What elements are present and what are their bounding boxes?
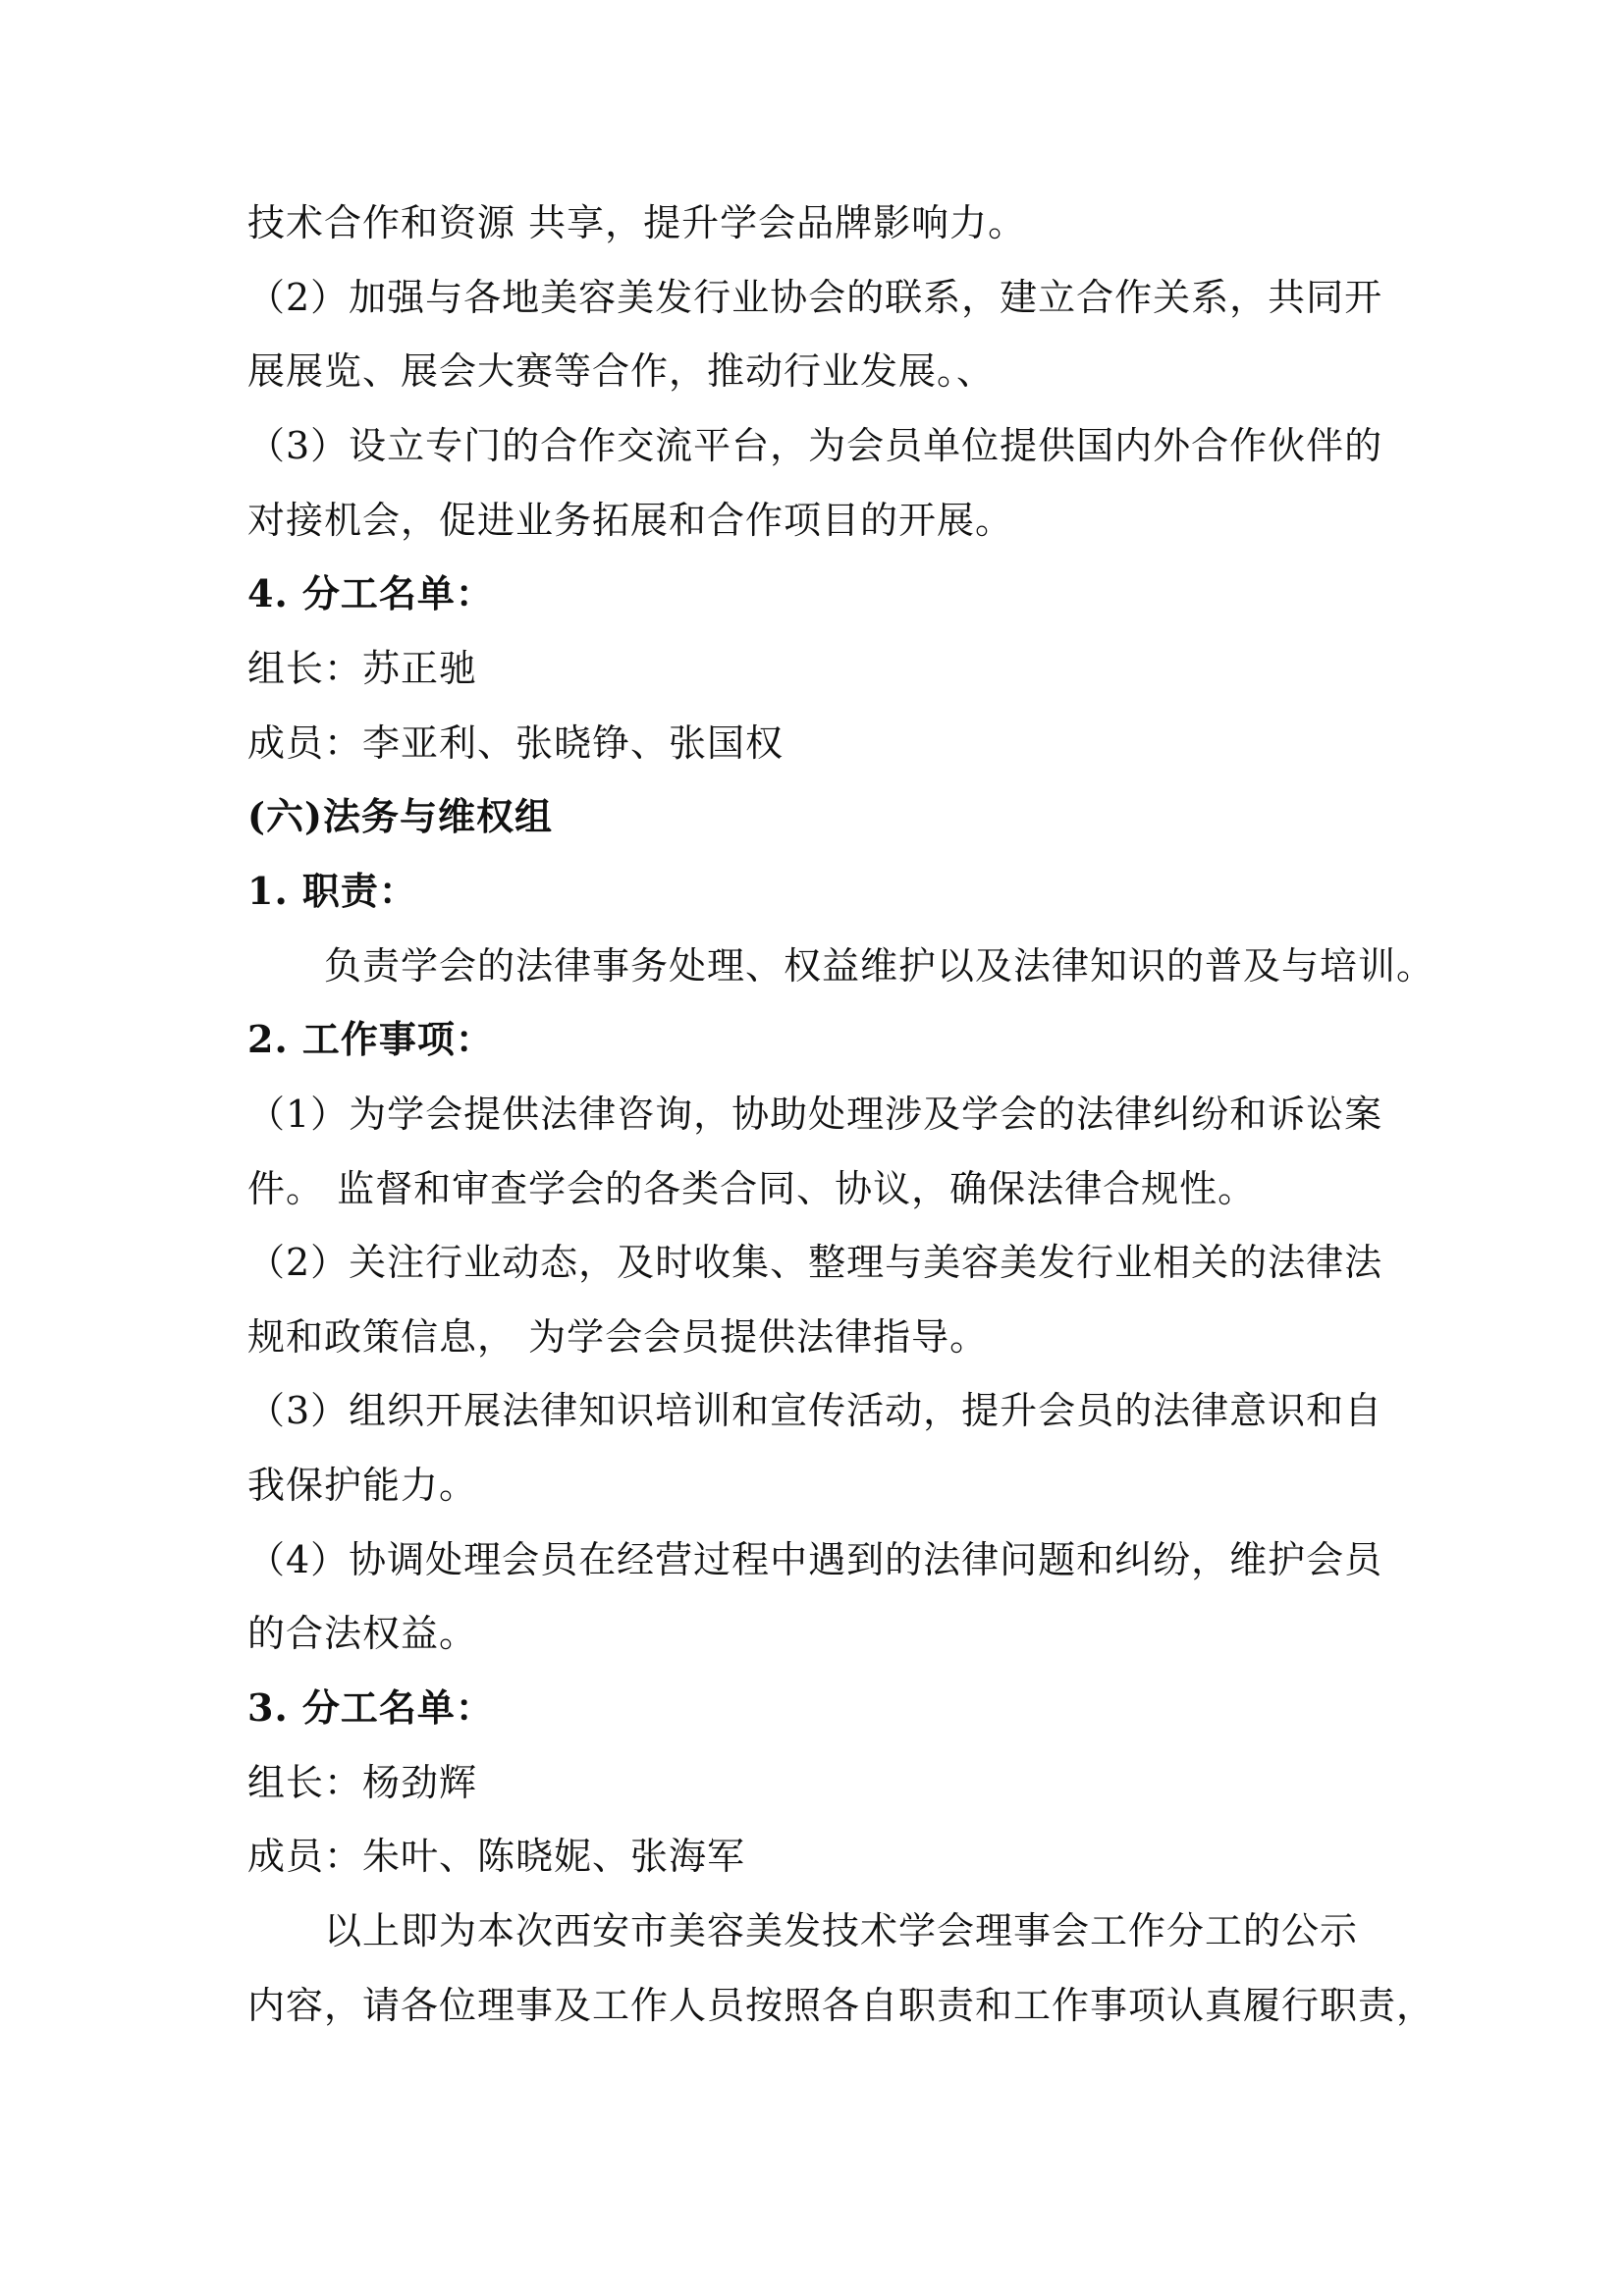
text-line: 以上即为本次西安市美容美发技术学会理事会工作分工的公示 xyxy=(324,1909,1359,1952)
text-line: （1）为学会提供法律咨询，协助处理涉及学会的法律纠纷和诉讼案 xyxy=(247,1093,1383,1136)
text-line: 对接机会，促进业务拓展和合作项目的开展。 xyxy=(247,499,1014,542)
section-heading: 2. 工作事项： xyxy=(247,1017,494,1061)
text-line: （4）协调处理会员在经营过程中遇到的法律问题和纠纷，维护会员 xyxy=(247,1538,1383,1581)
text-line: 规和政策信息， 为学会会员提供法律指导。 xyxy=(247,1315,989,1359)
section-heading: 3. 分工名单： xyxy=(247,1685,494,1730)
text-line: 内容，请各位理事及工作人员按照各自职责和工作事项认真履行职责， xyxy=(247,1984,1435,2027)
text-line: 的合法权益。 xyxy=(247,1612,478,1655)
text-line: 展展览、展会大赛等合作，推动行业发展。、 xyxy=(247,349,996,393)
section-heading: 1. 职责： xyxy=(247,869,417,913)
text-line: （3）设立专门的合作交流平台，为会员单位提供国内外合作伙伴的 xyxy=(247,424,1383,467)
text-line: 负责学会的法律事务处理、权益维护以及法律知识的普及与培训。 xyxy=(324,944,1435,988)
text-line: （2）加强与各地美容美发行业协会的联系，建立合作关系，共同开 xyxy=(247,276,1383,319)
team-members: 成员：李亚利、张晓铮、张国权 xyxy=(247,721,785,765)
group-heading: (六)法务与维权组 xyxy=(247,794,553,838)
section-heading: 4. 分工名单： xyxy=(247,571,494,615)
text-line: 我保护能力。 xyxy=(247,1464,478,1507)
team-leader: 组长：苏正驰 xyxy=(247,647,478,690)
text-line: 件。 监督和审查学会的各类合同、协议，确保法律合规性。 xyxy=(247,1167,1257,1210)
team-members: 成员：朱叶、陈晓妮、张海军 xyxy=(247,1835,746,1878)
text-line: （2）关注行业动态，及时收集、整理与美容美发行业相关的法律法 xyxy=(247,1241,1383,1284)
text-line: （3）组织开展法律知识培训和宣传活动，提升会员的法律意识和自 xyxy=(247,1389,1383,1432)
text-line: 技术合作和资源 共享，提升学会品牌影响力。 xyxy=(247,201,1027,244)
team-leader: 组长：杨劲辉 xyxy=(247,1761,478,1804)
